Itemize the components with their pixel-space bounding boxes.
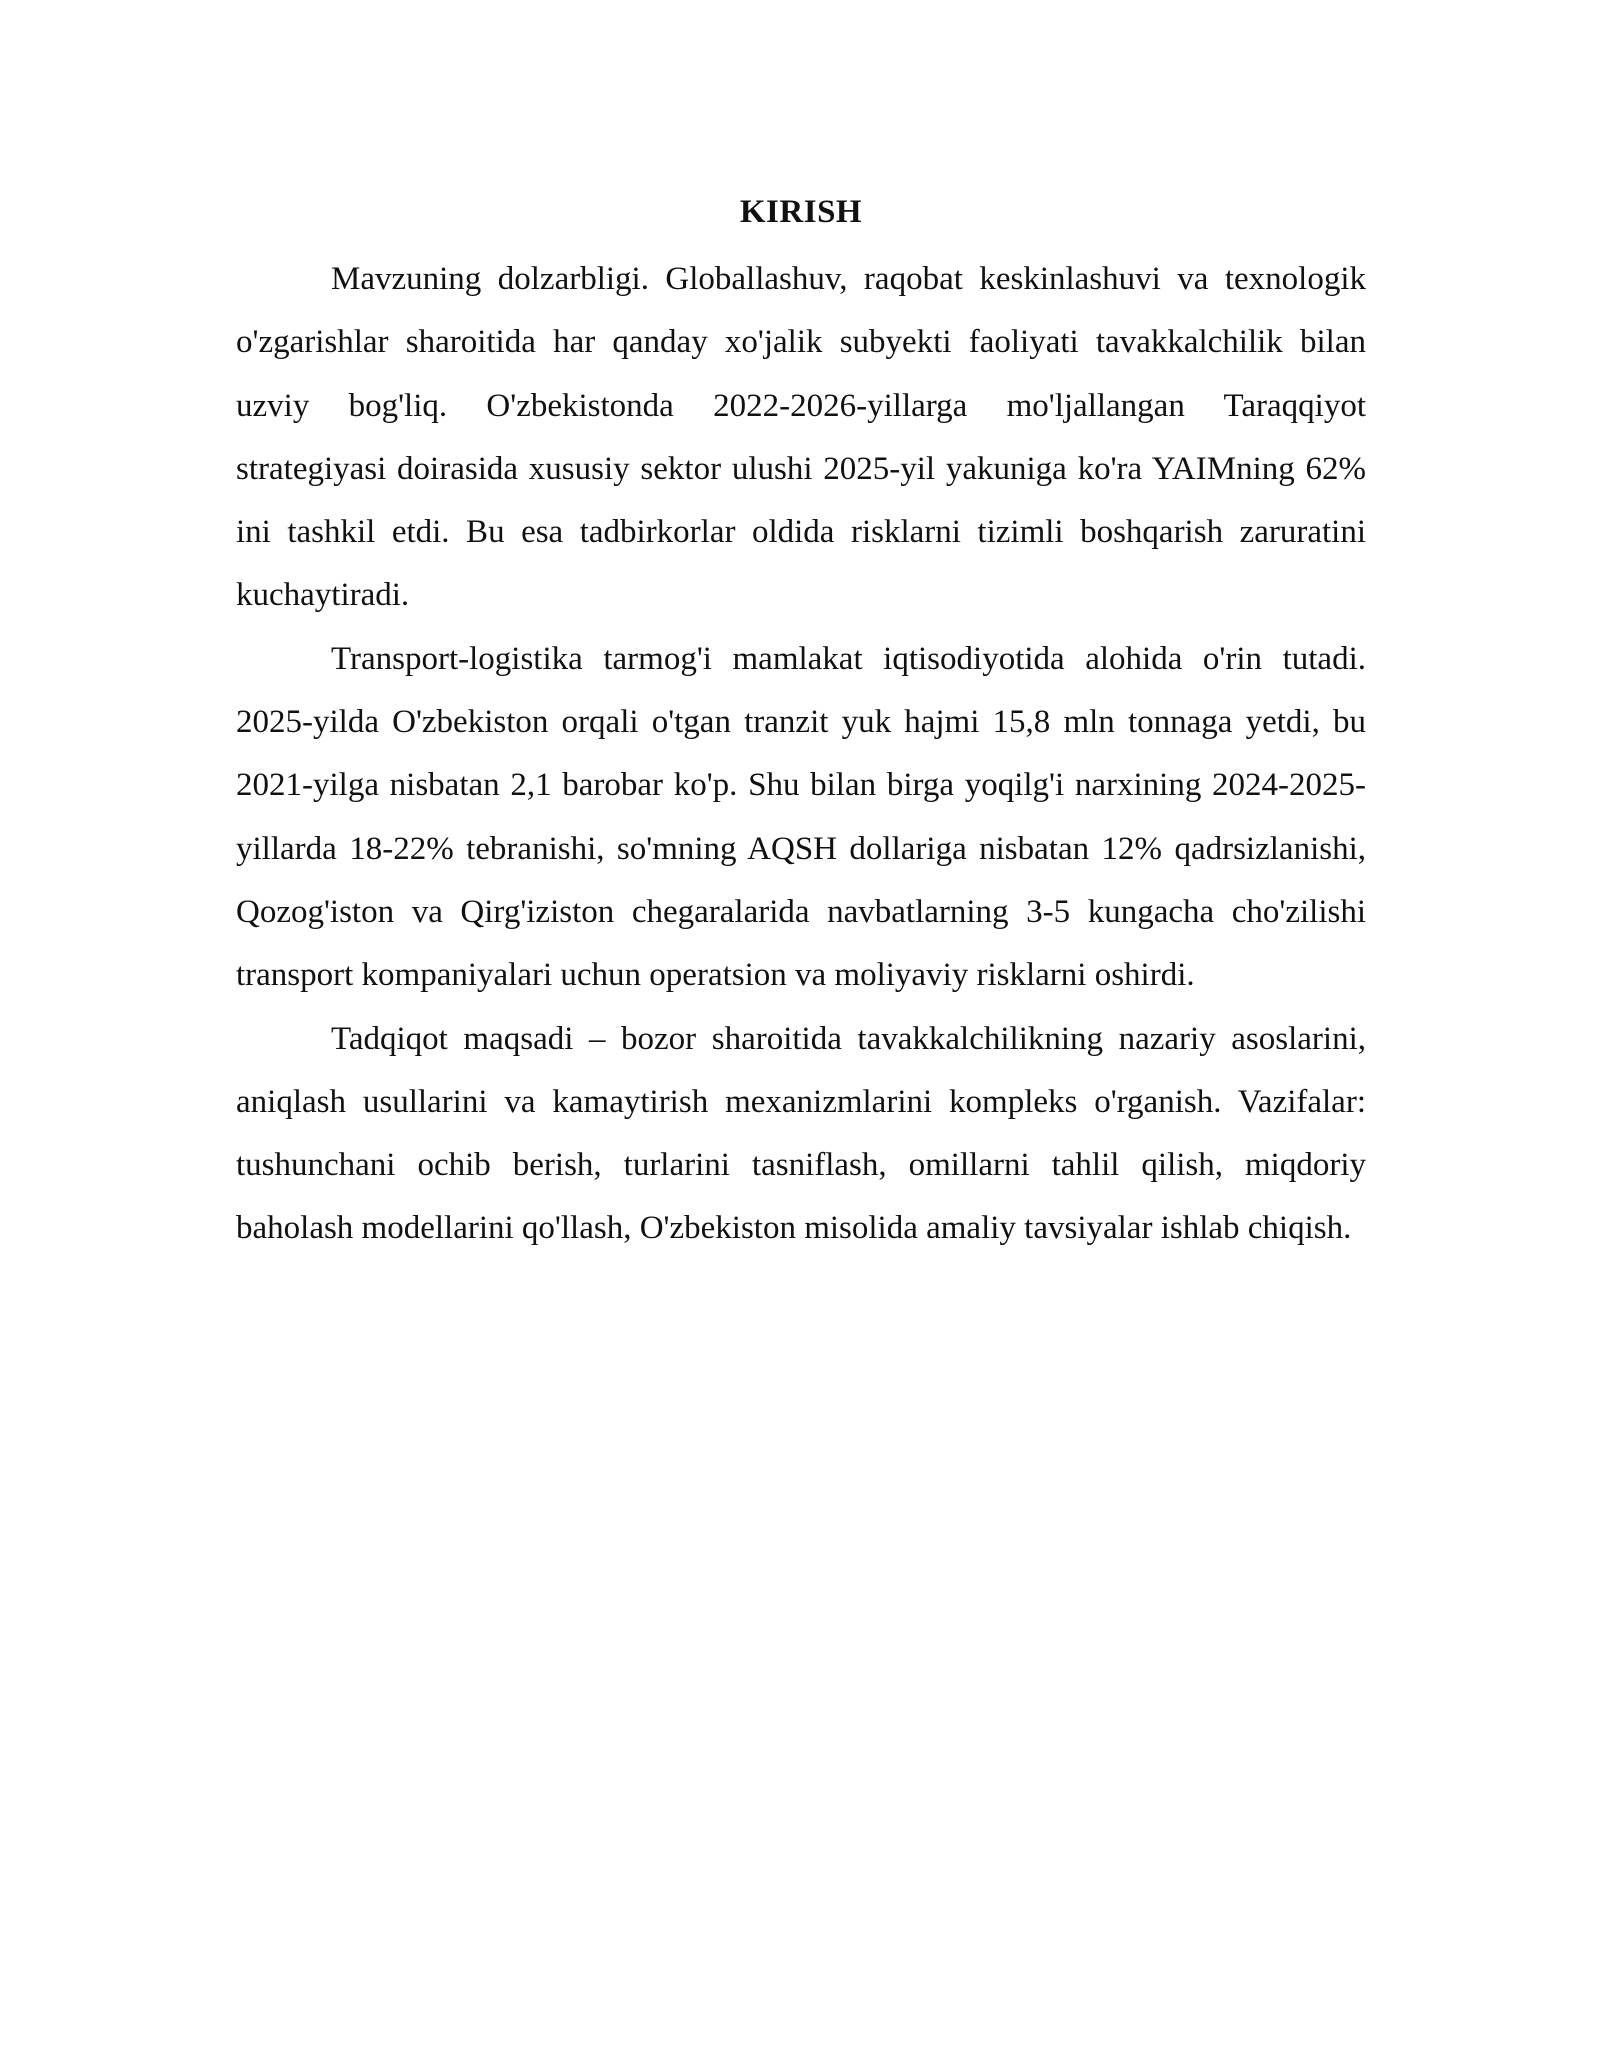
paragraph-research-goal: Tadqiqot maqsadi – bozor sharoitida tavakkalchilikning nazariy asoslarini, aniqlash usullarini va kamaytirish mexanizmlarini kompleks o'rganish. Vazifalar: tushunchani ochib berish, turlarini tasniflash, omillarni tahlil qilish, miqdoriy baholash modellarini qo'llash, O'zbekiston misolida amaliy tavsiyalar ishlab chiqish. <box>236 1020 1366 1247</box>
section-heading: KIRISH <box>739 194 863 230</box>
page-content <box>236 182 1366 1261</box>
paragraph-relevance: Mavzuning dolzarbligi. Globallashuv, raqobat keskinlashuvi va texnologik o'zgarishlar sharoitida har qanday xo'jalik subyekti faoliyati tavakkalchilik bilan uzviy bog'liq. O'zbekistonda 2022-2026-yillarga mo'ljallangan Taraqqiyot strategiyasi doirasida xususiy sektor ulushi 2025-yil yakuniga ko'ra YAIMning 62% ini tashkil etdi. Bu esa tadbirkorlar oldida risklarni tizimli boshqarish zaruratini kuchaytiradi. <box>236 261 1366 614</box>
paragraph-transport-logistics: Transport-logistika tarmog'i mamlakat iqtisodiyotida alohida o'rin tutadi. 2025-yilda O'zbekiston orqali o'tgan tranzit yuk hajmi 15,8 mln tonnaga yetdi, bu 2021-yilga nisbatan 2,1 barobar ko'p. Shu bilan birga yoqilg'i narxining 2024-2025-yillarda 18-22% tebranishi, so'mning AQSH dollariga nisbatan 12% qadrsizlanishi, Qozog'iston va Qirg'iziston chegaralarida navbatlarning 3-5 kungacha cho'zilishi transport kompaniyalari uchun operatsion va moliyaviy risklarni oshirdi. <box>236 640 1366 994</box>
